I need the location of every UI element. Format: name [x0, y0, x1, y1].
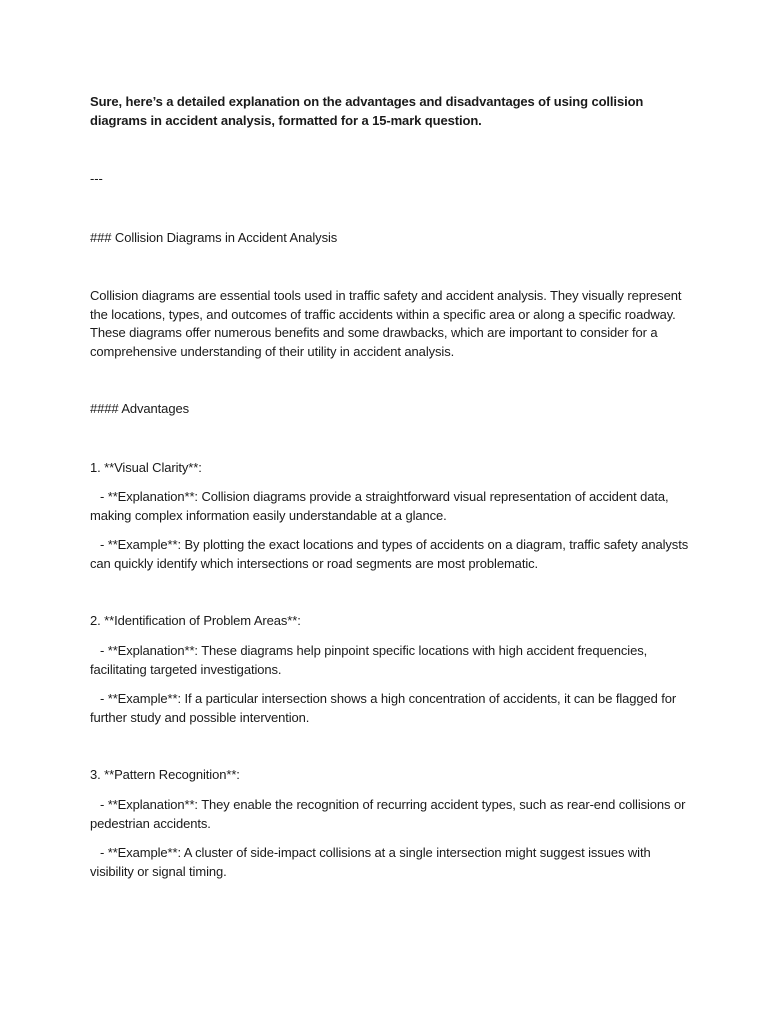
advantage-1-explanation: - **Explanation**: Collision diagrams provide a straightforward visual representation of accident data, making complex information easily understandable at a glance.: [90, 489, 669, 523]
advantage-3-title: 3. **Pattern Recognition**:: [90, 767, 240, 782]
overview-paragraph: Collision diagrams are essential tools used in traffic safety and accident analysis. They visually represent the locations, types, and outcomes of traffic accidents within a specific area or along a specific roadway. These diagrams offer numerous benefits and some drawbacks, which are important to consider for a comprehensive understanding of their utility in accident analysis.: [90, 288, 682, 359]
advantage-2-title: 2. **Identification of Problem Areas**:: [90, 613, 301, 628]
separator-line: ---: [90, 171, 103, 186]
advantage-1-title: 1. **Visual Clarity**:: [90, 460, 202, 475]
section-heading: ### Collision Diagrams in Accident Analysis: [90, 230, 338, 245]
advantage-3-explanation: - **Explanation**: They enable the recognition of recurring accident types, such as rear-end collisions or pedestrian accidents.: [90, 797, 686, 831]
advantage-2-example: - **Example**: If a particular intersection shows a high concentration of accidents, it can be flagged for further study and possible intervention.: [90, 691, 677, 725]
advantage-1-example: - **Example**: By plotting the exact locations and types of accidents on a diagram, traffic safety analysts can quickly identify which intersections or road segments are most problematic.: [90, 537, 689, 571]
advantages-heading: #### Advantages: [90, 401, 189, 416]
intro-paragraph: Sure, here’s a detailed explanation on the advantages and disadvantages of using collision diagrams in accident analysis, formatted for a 15-mark question.: [90, 94, 644, 128]
advantage-2-explanation: - **Explanation**: These diagrams help pinpoint specific locations with high accident frequencies, facilitating targeted investigations.: [90, 643, 648, 677]
document-page: [90, 0, 690, 1024]
advantage-3-example: - **Example**: A cluster of side-impact collisions at a single intersection might suggest issues with visibility or signal timing.: [90, 845, 651, 879]
